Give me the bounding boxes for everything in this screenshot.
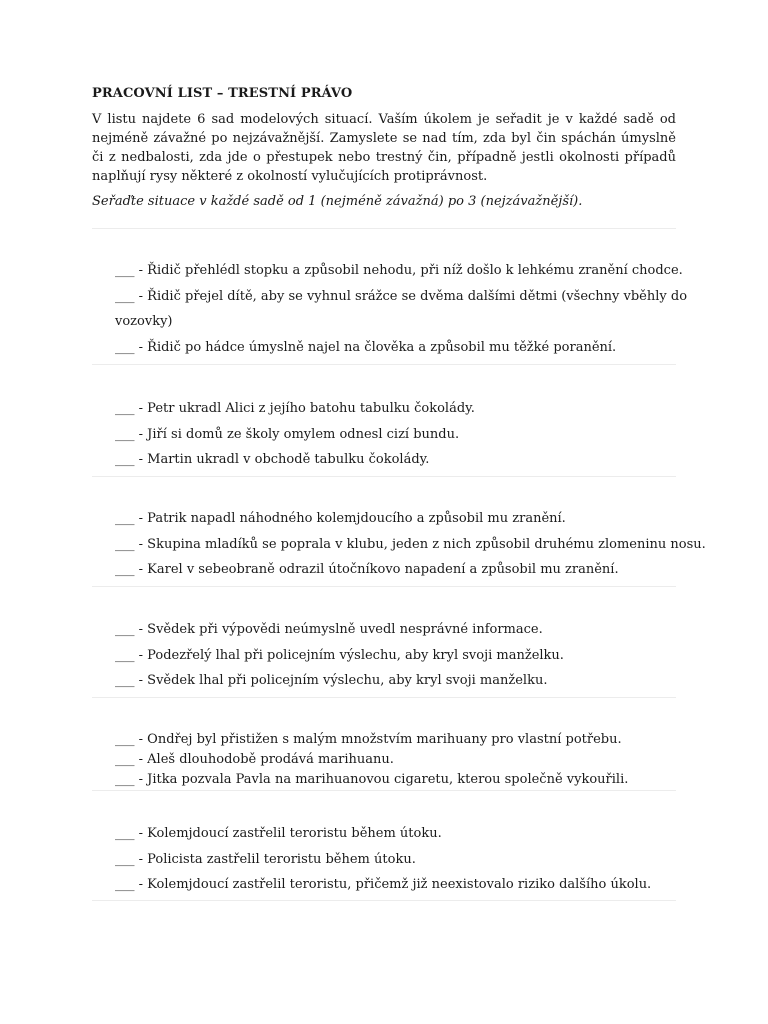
situation-item: ___ - Kolemjdoucí zastřelil teroristu, přičemž již neexistovalo riziko dalšího úkolu. [115,877,652,892]
situation-item: ___ - Martin ukradl v obchodě tabulku čokolády. [115,452,430,467]
divider [92,586,676,587]
situation-item: ___ - Svědek při výpovědi neúmyslně uvedl nesprávné informace. [115,622,543,637]
situation-item: ___ - Karel v sebeobraně odrazil útočníkovo napadení a způsobil mu zranění. [115,562,619,577]
situation-set-4 [115,617,705,694]
situation-item: ___ - Kolemjdoucí zastřelil teroristu během útoku. [115,826,442,841]
divider [92,364,676,365]
situation-item: ___ - Petr ukradl Alici z jejího batohu tabulku čokolády. [115,401,475,416]
situation-set-2 [115,396,705,473]
worksheet-title: PRACOVNÍ LIST – TRESTNÍ PRÁVO [92,86,353,101]
situation-set-5 [115,730,705,790]
situation-item: ___ - Řidič přejel dítě, aby se vyhnul srážce se dvěma dalšími dětmi (všechny vběhly do vozovky) [115,288,688,329]
situation-item: ___ - Aleš dlouhodobě prodává marihuanu. [115,752,394,767]
situation-item: ___ - Podezřelý lhal při policejním výslechu, aby kryl svoji manželku. [115,647,564,663]
divider [92,697,676,698]
intro-paragraph: V listu najdete 6 sad modelových situací. Vaším úkolem je seřadit je v každé sadě od nejméně závažné po nejzávažnější. Zamyslete se nad tím, zda byl čin spáchán úmyslně či z nedbalosti, zda jde o přestupek nebo trestný čin, případně jestli okolnosti případů naplňují rysy některé z okolností vylučujících protiprávnost. [92,112,676,184]
situation-item: ___ - Řidič po hádce úmyslně najel na člověka a způsobil mu těžké poranění. [115,339,617,355]
instruction-text: Seřaďte situace v každé sadě od 1 (nejméně závažná) po 3 (nejzávažnější). [92,194,583,209]
situation-item: ___ - Řidič přehlédl stopku a způsobil nehodu, při níž došlo k lehkému zranění chodce. [115,263,683,278]
situation-item: ___ - Skupina mladíků se poprala v klubu, jeden z nich způsobil druhému zlomeninu nosu. [115,536,706,552]
situation-item: ___ - Policista zastřelil teroristu během útoku. [115,851,416,867]
divider [92,476,676,477]
divider [92,790,676,791]
situation-item: ___ - Jiří si domů ze školy omylem odnesl cizí bundu. [115,426,460,442]
situation-item: ___ - Jitka pozvala Pavla na marihuanovou cigaretu, kterou společně vykouřili. [115,772,629,787]
situation-set-3 [115,506,705,583]
situation-set-6 [115,821,705,898]
situation-item: ___ - Svědek lhal při policejním výslechu, aby kryl svoji manželku. [115,673,548,688]
situation-item: ___ - Ondřej byl přistižen s malým množstvím marihuany pro vlastní potřebu. [115,732,622,747]
divider [92,900,676,901]
situation-item: ___ - Patrik napadl náhodného kolemjdoucího a způsobil mu zranění. [115,511,566,526]
divider [92,228,676,229]
situation-set-1 [115,258,705,360]
